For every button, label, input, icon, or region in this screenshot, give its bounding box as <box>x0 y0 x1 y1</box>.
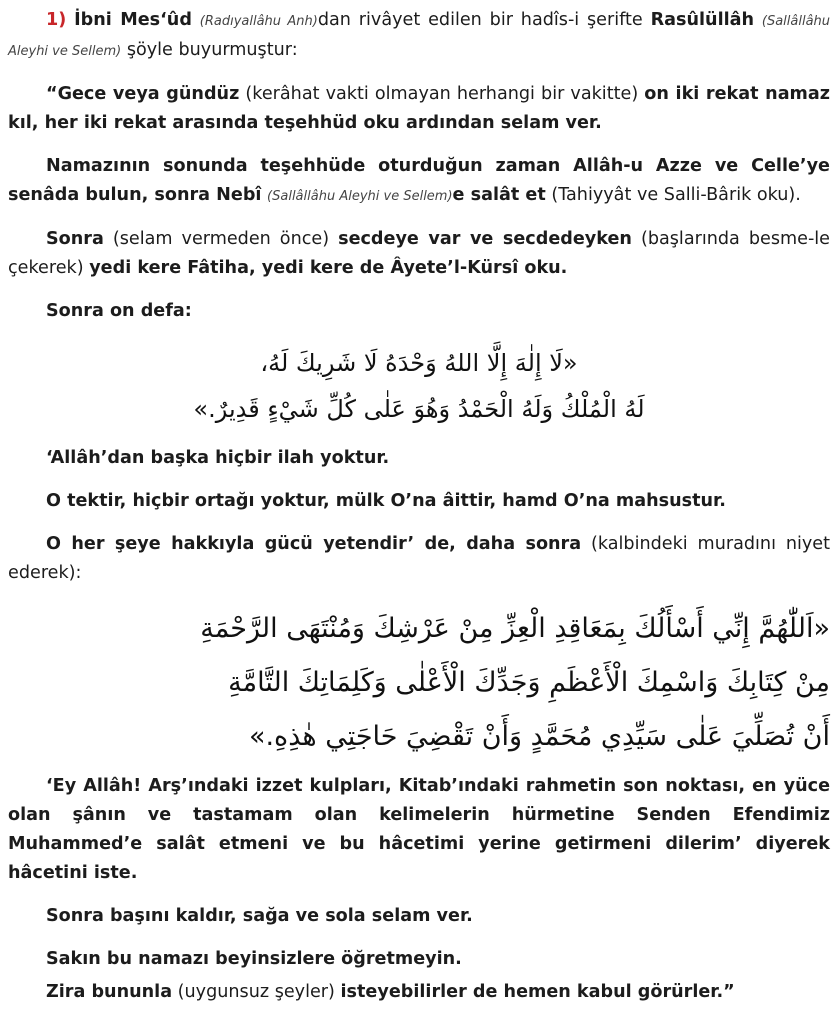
honorific: (Sallâllâhu Aleyhi ve Sellem) <box>8 14 831 59</box>
paragraph-11: Sakın bu namazı beyinsizlere öğretmeyin. <box>46 949 462 969</box>
arabic-line: «لَا إِلٰهَ إِلَّا اللهُ وَحْدَهُ لَا شَرِيكَ لَهُ، <box>260 349 578 377</box>
bold-text: “Gece veya gündüz <box>46 84 240 104</box>
parenthetical: (başlarında besme-le çekerek) <box>8 229 831 278</box>
arabic-dua-block <box>8 602 830 764</box>
arabic-line: «اَللّٰهُمَّ إِنِّي أَسْأَلُكَ بِمَعَاقِدِ الْعِزِّ مِنْ عَرْشِكَ وَمُنْتَهَى الرَّحْمَةِ <box>200 613 830 644</box>
bold-text: O her şeye hakkıyla gücü yetendir’ de, daha sonra <box>46 534 582 554</box>
text: şöyle buyurmuştur: <box>126 40 298 60</box>
paragraph-4 <box>8 225 830 283</box>
paragraph-3 <box>8 152 830 211</box>
arabic-line: مِنْ كِتَابِكَ وَاسْمِكَ الْأَعْظَمِ وَجَدِّكَ الْأَعْلٰى وَكَلِمَاتِكَ التَّامَّةِ <box>228 667 830 698</box>
paragraph-2 <box>8 80 830 138</box>
paragraph-7: O tektir, hiçbir ortağı yoktur, mülk O’na âittir, hamd O’na mahsustur. <box>46 491 726 511</box>
bold-text: e salât et <box>452 185 546 205</box>
honorific: (Radıyallâhu Anh) <box>199 14 318 29</box>
item-number: 1) <box>46 10 67 30</box>
paragraph-8 <box>8 530 830 588</box>
parenthetical: (Tahiyyât ve Salli-Bârik oku). <box>551 185 801 205</box>
paragraph-6: ‘Allâh’dan başka hiçbir ilah yoktur. <box>46 448 390 468</box>
bold-text: Sonra <box>46 229 104 249</box>
parenthetical: (selam vermeden önce) <box>112 229 330 249</box>
paragraph-12 <box>8 978 830 1007</box>
parenthetical: (kerâhat vakti olmayan herhangi bir vakitte) <box>245 84 639 104</box>
parenthetical: (kalbindeki muradını niyet ederek): <box>8 534 831 583</box>
prophet-name: Rasûlüllâh <box>650 10 755 30</box>
bold-text: Namazının sonunda teşehhüde oturduğun zaman Allâh-u Azze ve Celle’ye senâda bulun, sonra Nebî <box>8 156 830 205</box>
arabic-tahlil-block <box>8 340 830 432</box>
narrator-name: İbni Mes‘ûd <box>74 10 192 30</box>
arabic-line: لَهُ الْمُلْكُ وَلَهُ الْحَمْدُ وَهُوَ عَلٰى كُلِّ شَيْءٍ قَدِيرٌ.» <box>193 395 645 423</box>
paragraph-9: ‘Ey Allâh! Arş’ındaki izzet kulpları, Kitab’ındaki rahmetin son noktası, en yüce olan şânın ve tastamam olan kelimelerin hürmetine Senden Efendimiz Muhammed’e salât etmeni ve bu hâcetimi yerine getirmeni dilerim’ diyerek hâcetini iste. <box>8 776 830 883</box>
bold-text: secdeye var ve secdedeyken <box>338 229 632 249</box>
paragraph-5: Sonra on defa: <box>46 301 192 321</box>
bold-text: yedi kere Fâtiha, yedi kere de Âyete’l-Kürsî oku. <box>89 258 568 278</box>
text: dan rivâyet edilen bir hadîs-i şerifte <box>317 10 643 30</box>
bold-text: isteyebilirler de hemen kabul görürler.” <box>340 982 735 1002</box>
paragraph-1 <box>8 6 830 66</box>
honorific: (Sallâllâhu Aleyhi ve Sellem) <box>267 189 453 204</box>
arabic-line: أَنْ تُصَلِّيَ عَلٰى سَيِّدِي مُحَمَّدٍ وَأَنْ تَقْضِيَ حَاجَتِي هٰذِهِ.» <box>248 721 830 752</box>
parenthetical: (uygunsuz şeyler) <box>177 982 335 1002</box>
bold-text: Zira bununla <box>46 982 173 1002</box>
bold-text: on iki rekat namaz kıl, her iki rekat arasında teşehhüd oku ardından selam ver. <box>8 84 831 133</box>
paragraph-10: Sonra başını kaldır, sağa ve sola selam ver. <box>46 906 473 926</box>
